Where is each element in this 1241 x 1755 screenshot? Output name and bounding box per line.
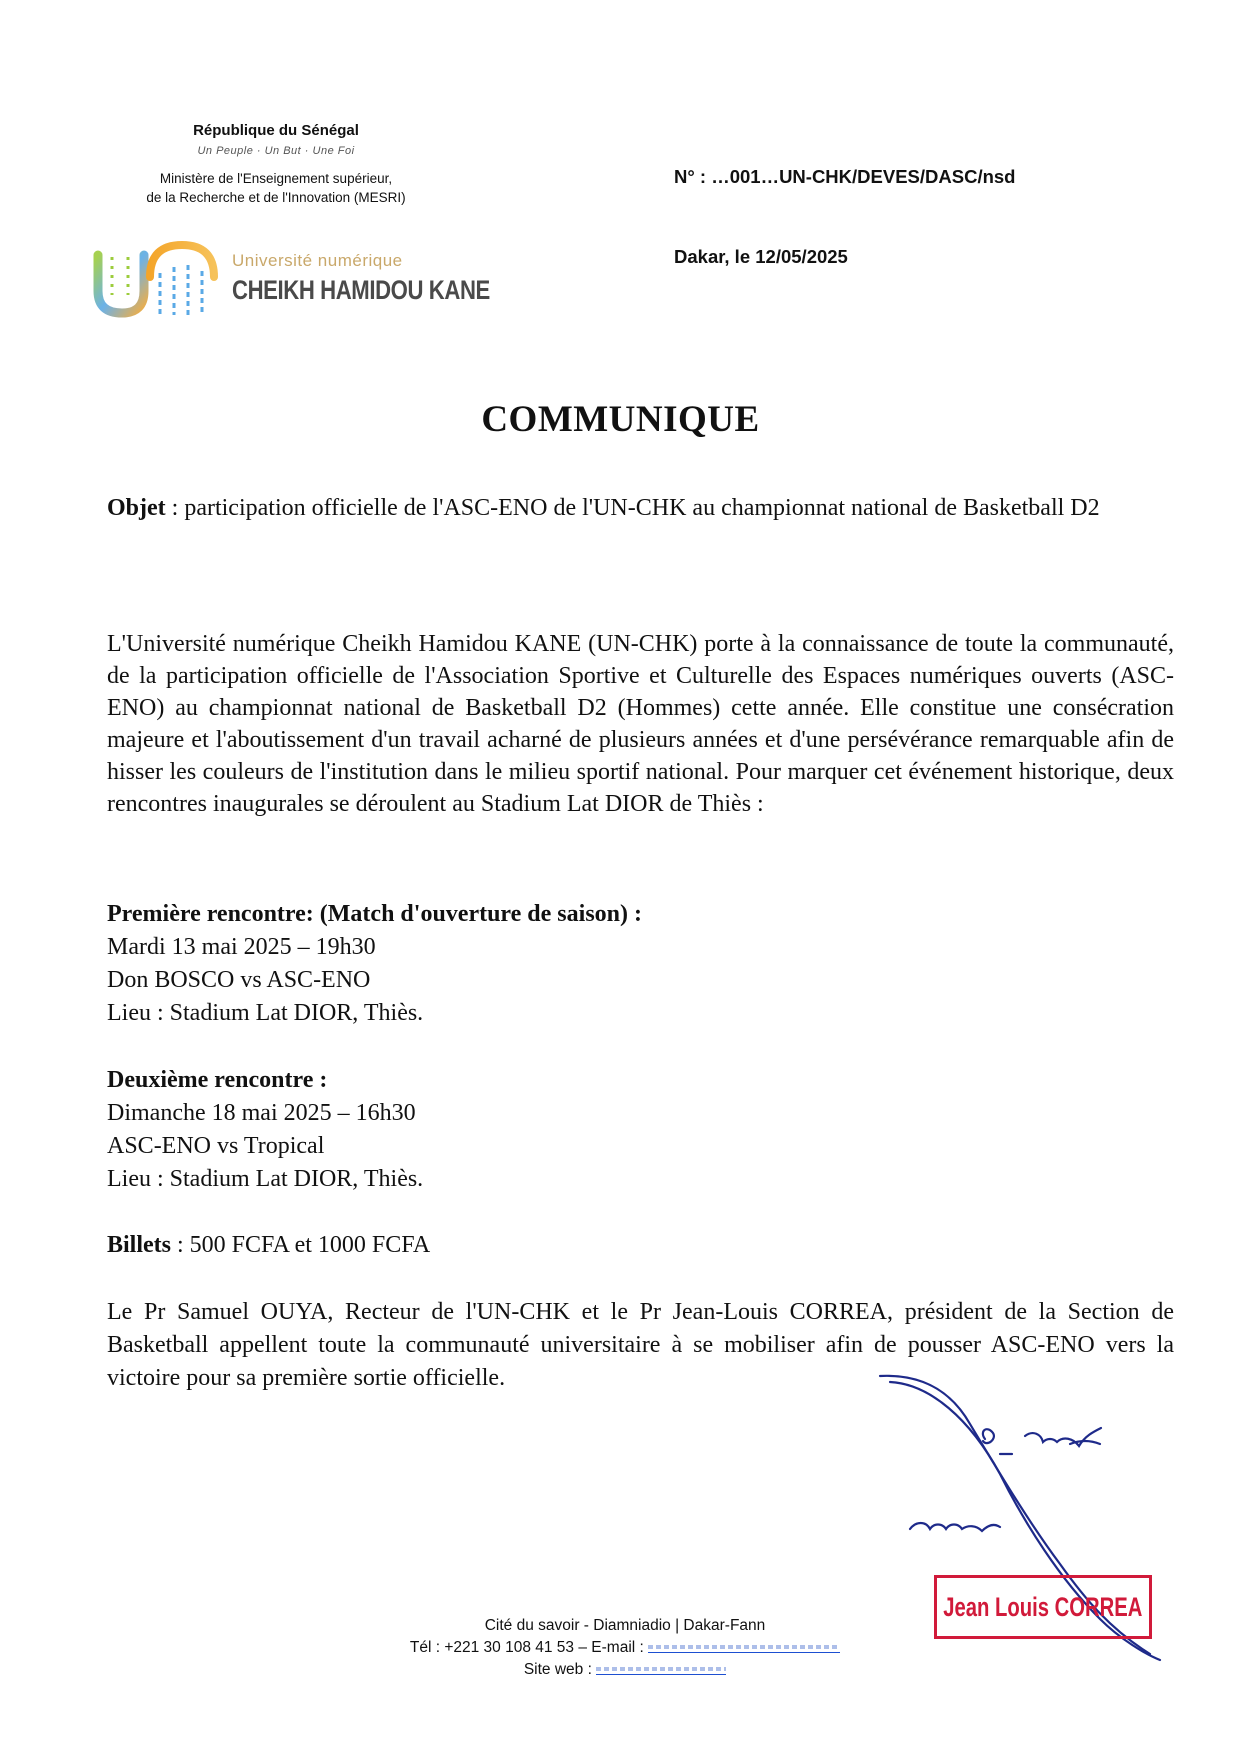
reference-number: N° : …001…UN-CHK/DEVES/DASC/nsd: [674, 166, 1016, 187]
closing-paragraph: Le Pr Samuel OUYA, Recteur de l'UN-CHK et le Pr Jean-Louis CORREA, président de la Section de Basketball appellent toute la communauté universitaire à se mobiliser afin de pousser ASC-ENO vers la victoire pour sa première sortie officielle.: [107, 1299, 1174, 1391]
name-stamp: [934, 1575, 1152, 1639]
unchk-logo-icon: [92, 233, 222, 319]
tickets-prices: : 500 FCFA et 1000 FCFA: [171, 1232, 431, 1258]
second-match-block: [107, 1064, 1174, 1196]
logo-title: CHEIKH HAMIDOU KANE: [232, 275, 490, 305]
tickets-label: Billets: [107, 1232, 171, 1258]
first-match-datetime: Mardi 13 mai 2025 – 19h30: [107, 934, 376, 960]
document-date: Dakar, le 12/05/2025: [674, 246, 848, 267]
second-match-datetime: Dimanche 18 mai 2025 – 16h30: [107, 1100, 416, 1126]
footer-website-link[interactable]: [596, 1664, 726, 1675]
footer: [300, 1615, 950, 1681]
logo-subtitle: Université numérique: [232, 251, 403, 270]
first-match-block: [107, 898, 1174, 1030]
footer-phone: Tél : +221 30 108 41 53 – E-mail :: [409, 1639, 649, 1656]
tickets-line: [107, 1232, 1174, 1259]
first-match-heading: Première rencontre: (Match d'ouverture de saison) :: [107, 901, 642, 927]
footer-email-link[interactable]: [648, 1642, 840, 1653]
footer-website: [300, 1659, 950, 1681]
first-match-teams: Don BOSCO vs ASC-ENO: [107, 967, 371, 993]
page-title: COMMUNIQUE: [481, 399, 760, 440]
subject-text: : participation officielle de l'ASC-ENO de l'UN-CHK au championnat national de Basketball D2: [165, 495, 1100, 521]
footer-contact: [300, 1637, 950, 1659]
national-motto: Un Peuple · Un But · Une Foi: [197, 145, 355, 157]
ministry-name: [102, 169, 450, 207]
second-match-heading: Deuxième rencontre :: [107, 1067, 328, 1093]
ministry-line-1: Ministère de l'Enseignement supérieur,: [159, 171, 393, 186]
body-paragraph: L'Université numérique Cheikh Hamidou KANE (UN-CHK) porte à la connaissance de toute la communauté, de la participation officielle de l'Association Sportive et Culturelle des Espaces numériques ouverts (ASC-ENO) au championnat national de Basketball D2 (Hommes) cette année. Elle constitue une consécration majeure et l'aboutissement d'un travail acharné de plusieurs années et d'une persévérance remarquable afin de hisser les couleurs de l'institution dans le milieu sportif national. Pour marquer cet événement historique, deux rencontres inaugurales se déroulent au Stadium Lat DIOR de Thiès :: [107, 631, 1174, 817]
letterhead: [90, 122, 450, 207]
country-name: République du Sénégal: [193, 122, 359, 139]
second-match-venue: Lieu : Stadium Lat DIOR, Thiès.: [107, 1166, 424, 1192]
footer-web-label: Site web :: [523, 1661, 597, 1678]
subject-line: [107, 482, 1174, 534]
ministry-line-2: de la Recherche et de l'Innovation (MESRI): [146, 190, 406, 205]
second-match-teams: ASC-ENO vs Tropical: [107, 1133, 325, 1159]
footer-address: Cité du savoir - Diamniadio | Dakar-Fann: [484, 1617, 766, 1634]
first-match-venue: Lieu : Stadium Lat DIOR, Thiès.: [107, 1000, 424, 1026]
subject-label: Objet: [107, 495, 166, 521]
stamp-name: Jean Louis CORREA: [943, 1591, 1143, 1622]
